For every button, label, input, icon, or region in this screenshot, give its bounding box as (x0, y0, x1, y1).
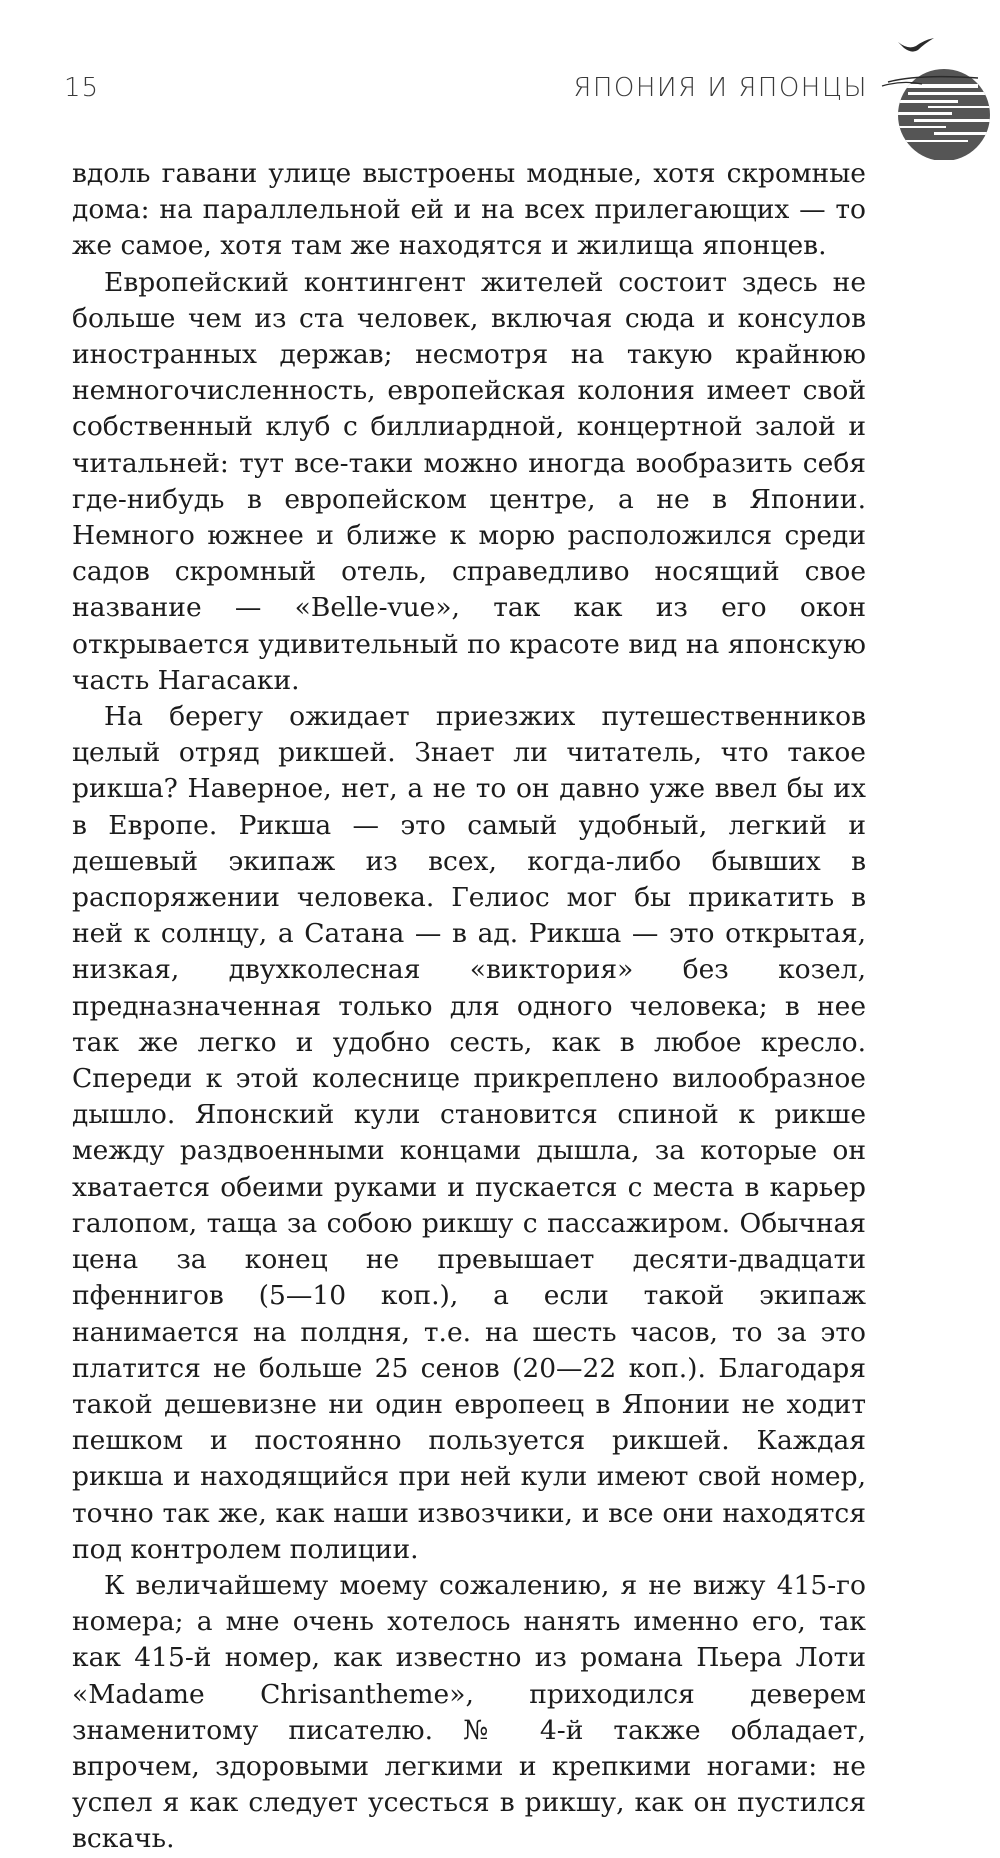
running-header (0, 0, 1000, 160)
paragraph: К величайшему моему сожалению, я не вижу 415-го номера; а мне очень хотелось нанять именно его, так как 415-й номер, как известно из романа Пьера Лоти «Madame Chrisantheme», приходился деверем знаменитому писателю. № 4-й также обладает, впрочем, здоровыми легкими и крепкими ногами: не успел я как следует усесться в рикшу, как он пустился вскачь. (72, 1569, 866, 1855)
moon-bird-icon (878, 20, 1000, 160)
paragraph: вдоль гавани улице выстроены модные, хотя скромные дома: на параллельной ей и на всех прилегающих — то же самое, хотя там же находятся и жилища японцев. (72, 158, 866, 262)
paragraph: На берегу ожидает приезжих путешественников целый отряд рикшей. Знает ли читатель, что такое рикша? Наверное, нет, а не то он давно уже ввел бы их в Европе. Рикша — это самый удобный, легкий и дешевый экипаж из всех, когда-либо бывших в распоряжении человека. Гелиос мог бы прикатить в ней к солнцу, а Сатана — в ад. Рикша — это открытая, низкая, двухколесная «виктория» без козел, предназначенная только для одного человека; в нее так же легко и удобно сесть, как в любое кресло. Спереди к этой колеснице прикреплено вилообразное дышло. Японский кули становится спиной к рикше между раздвоенными концами дышла, за которые он хватается обеими руками и пускается с места в карьер галопом, таща за собою рикшу с пассажиром. Обычная цена за конец не превышает десяти-двадцати пфеннигов (5—10 коп.), а если такой экипаж нанимается на полдня, т.е. на шесть часов, то за это платится не больше 25 сенов (20—22 коп.). Благодаря такой дешевизне ни один европеец в Японии не ходит пешком и постоянно пользуется рикшей. Каждая рикша и находящийся при ней кули имеют свой номер, точно так же, как наши извозчики, и все они находятся под контролем полиции. (72, 701, 866, 1565)
body-text (72, 156, 866, 1858)
page-number: 15 (64, 73, 100, 103)
paragraph: Европейский контингент жителей состоит здесь не больше чем из ста человек, включая сюда и консулов иностранных держав; несмотря на такую крайнюю немногочисленность, европейская колония имеет свой собственный клуб с биллиардной, концертной залой и читальней: тут все-таки можно иногда вообразить себя где-нибудь в европейском центре, а не в Японии. Немного южнее и ближе к морю расположился среди садов скромный отель, справедливо носящий свое название — «Belle-vue», так как из его окон открывается удивительный по красоте вид на японскую часть Нагасаки. (72, 266, 866, 696)
running-title: ЯПОНИЯ И ЯПОНЦЫ (573, 73, 868, 103)
